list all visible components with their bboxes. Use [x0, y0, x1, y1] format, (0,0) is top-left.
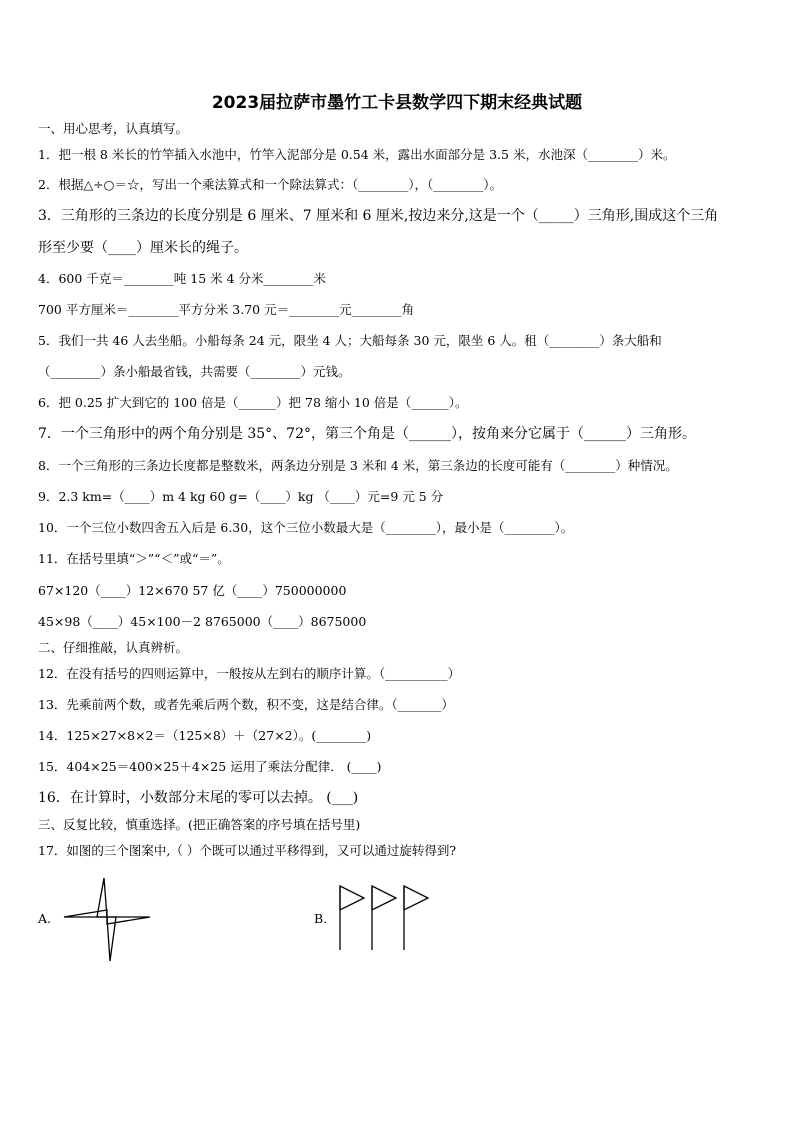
question-11-row-2: 45×98（____）45×100－2 8765000（____）8675000: [38, 614, 367, 629]
question-12: 12．在没有括号的四则运算中，一般按从左到右的顺序计算。（__________）: [38, 666, 461, 681]
section-2-heading: 二、仔细推敲，认真辨析。: [38, 640, 189, 655]
question-4-line-1: 4．600 千克＝________吨 15 米 4 分米________米: [38, 271, 327, 286]
question-17: 17．如图的三个图案中,（ ）个既可以通过平移得到，又可以通过旋转得到?: [38, 843, 457, 858]
question-3-line-1: 3．三角形的三条边的长度分别是 6 厘米、7 厘米和 6 厘米,按边来分,这是一个（_____）三角形,围成这个三角: [38, 208, 719, 224]
question-10: 10．一个三位小数四舍五入后是 6.30，这个三位小数最大是（________），最小是（________）。: [38, 520, 574, 535]
question-14: 14．125×27×8×2＝（125×8）＋（27×2）。(________): [38, 728, 372, 743]
option-a-label: A.: [38, 911, 52, 926]
question-11: 11．在括号里填“＞”“＜”或“＝”。: [38, 551, 230, 566]
question-11-row-1: 67×120（____）12×670 57 亿（____）750000000: [38, 583, 347, 598]
question-15: 15．404×25＝400×25＋4×25 运用了乘法分配律． (____): [38, 759, 382, 774]
question-5-line-1: 5．我们一共 46 人去坐船。小船每条 24 元，限坐 4 人；大船每条 30 元，限坐 6 人。租（________）条大船和: [38, 333, 662, 348]
question-7: 7．一个三角形中的两个角分别是 35°、72°，第三个角是（______），按角来分它属于（______）三角形。: [38, 426, 696, 442]
section-3-heading: 三、反复比较，慎重选择。(把正确答案的序号填在括号里): [38, 817, 361, 832]
question-5-line-2: （________）条小船最省钱，共需要（________）元钱。: [38, 364, 351, 379]
question-8: 8．一个三角形的三条边长度都是整数米，两条边分别是 3 米和 4 米，第三条边的长度可能有（________）种情况。: [38, 458, 678, 473]
question-2: 2．根据△÷○＝☆，写出一个乘法算式和一个除法算式：（________），（________）。: [38, 177, 502, 192]
pinwheel-figure: [60, 875, 154, 965]
question-6: 6．把 0.25 扩大到它的 100 倍是（______）把 78 缩小 10 倍是（______）。: [38, 395, 468, 410]
question-13: 13．先乘前两个数，或者先乘后两个数，积不变，这是结合律。（_______）: [38, 697, 454, 712]
section-1-heading: 一、用心思考，认真填写。: [38, 121, 189, 136]
page-title: 2023届拉萨市墨竹工卡县数学四下期末经典试题: [211, 93, 583, 113]
question-4-line-2: 700 平方厘米＝________平方分米 3.70 元＝________元________角: [38, 302, 415, 317]
question-1: 1．把一根 8 米长的竹竿插入水池中，竹竿入泥部分是 0.54 米，露出水面部分是 3.5 米，水池深（________）米。: [38, 147, 676, 162]
question-9: 9．2.3 km=（____）m 4 kg 60 g=（____）kg （____）元=9 元 5 分: [38, 489, 444, 504]
question-16: 16．在计算时，小数部分末尾的零可以去掉。 (___): [38, 790, 359, 806]
question-3-line-2: 形至少要（____）厘米长的绳子。: [38, 240, 248, 256]
flags-figure: [334, 884, 436, 952]
option-b-label: B.: [314, 911, 328, 926]
